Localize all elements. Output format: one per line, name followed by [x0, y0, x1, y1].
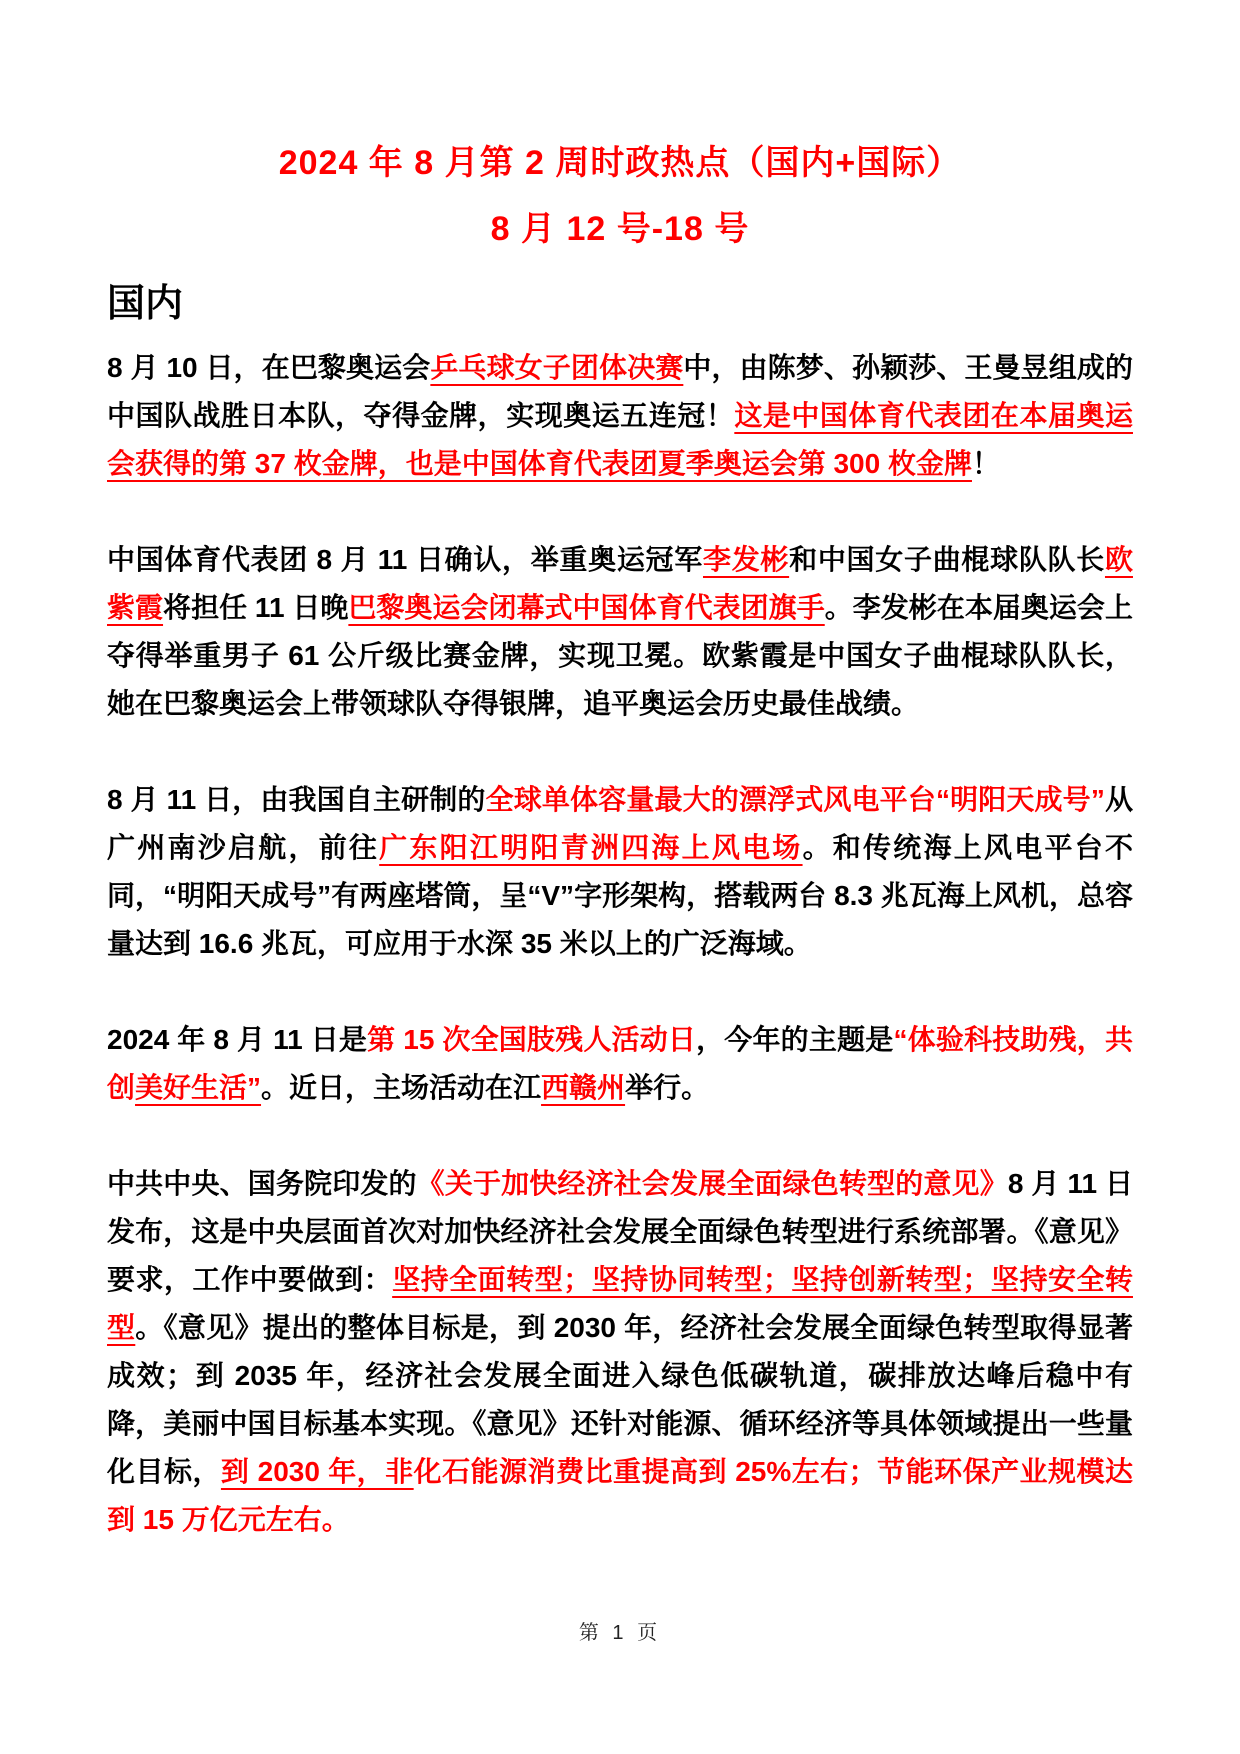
- text-run: 化石能源消费比重提高到 25%左右；节能环保产业规模达到 15 万亿元左右。: [107, 1456, 1133, 1535]
- text-run: 广东阳江明阳青洲四海上风电场: [379, 832, 803, 863]
- text-run: 。和传统海上风电平台不同，“明阳天成号”有两座塔筒，呈“V”字形架构，搭载两台 8.3 兆瓦海上风机，总容量达到 16.6 兆瓦，可应用于水深 35 米以上的广泛海域。: [107, 832, 1133, 959]
- text-run: 2024 年 8 月 11 日是: [107, 1024, 368, 1055]
- page-number: 第 1 页: [578, 1622, 662, 1644]
- document-title-block: [107, 130, 1133, 262]
- paragraph: [107, 776, 1133, 968]
- text-run: 西赣州: [541, 1072, 626, 1103]
- paragraph: [107, 344, 1133, 488]
- text-run: 中国体育代表团 8 月 11 日确认，举重奥运冠军: [107, 544, 703, 575]
- paragraph-list: [107, 344, 1133, 1544]
- doc-title-line1: 2024 年 8 月第 2 周时政热点（国内+国际）: [278, 144, 962, 182]
- text-run: 8 月 11 日，由我国自主研制的: [107, 784, 486, 815]
- text-run: 8 月 11 日发布，这是中央层面首次对加快经济社会发展全面绿色转型进行系统部署。《意见》要求，工作中要做到：: [107, 1168, 1133, 1295]
- text-run: 美好生活”: [135, 1072, 262, 1103]
- text-run: 巴黎奥运会闭幕式中国体育代表团旗手: [348, 592, 825, 623]
- paragraph: [107, 536, 1133, 728]
- text-run: 坚持全面转型；坚持协同转型；坚持创新转型；坚持安全转型: [107, 1264, 1133, 1343]
- paragraph: [107, 1016, 1133, 1112]
- text-run: 李发彬: [702, 544, 790, 575]
- text-run: 和中国女子曲棍球队队长: [789, 544, 1105, 575]
- text-run: 将担任 11 日晚: [163, 592, 349, 623]
- text-run: 欧紫霞: [107, 544, 1133, 623]
- text-run: 。《意见》提出的整体目标是，到 2030 年，经济社会发展全面绿色转型取得显著成效；到 2035 年，经济社会发展全面进入绿色低碳轨道，碳排放达峰后稳中有降，美丽中国目标基本实现。《意见》还针对能源、循环经济等具体领域提出一些量化目标，: [107, 1312, 1133, 1487]
- text-run: 全球单体容量最大的漂浮式风电平台“明阳天成号”: [485, 784, 1105, 815]
- doc-title-line2: 8 月 12 号-18 号: [490, 210, 750, 248]
- text-run: 第 15 次全国肢残人活动日: [367, 1024, 697, 1055]
- text-run: 中，由陈梦、孙颖莎、王曼昱组成的中国队战胜日本队，夺得金牌，实现奥运五连冠！: [107, 352, 1133, 431]
- text-run: 乒乓球女子团体决赛: [430, 352, 684, 383]
- text-run: 到 2030 年，非: [220, 1456, 414, 1487]
- text-run: 举行。: [625, 1072, 710, 1103]
- text-run: ，今年的主题是: [696, 1024, 894, 1055]
- text-run: 这是中国体育代表团在本届奥运会获得的第 37 枚金牌，也是中国体育代表团夏季奥运会第 300 枚金牌: [107, 400, 1133, 479]
- text-run: 《关于加快经济社会发展全面绿色转型的意见》: [416, 1168, 1008, 1199]
- text-run: “体验科技助残，共创: [107, 1024, 1133, 1103]
- text-run: 。李发彬在本届奥运会上夺得举重男子 61 公斤级比赛金牌，实现卫冕。欧紫霞是中国女子曲棍球队队长，她在巴黎奥运会上带领球队夺得银牌，追平奥运会历史最佳战绩。: [107, 592, 1133, 719]
- text-run: ！: [971, 448, 1000, 479]
- section-heading-domestic: 国内: [107, 283, 184, 325]
- text-run: 从广州南沙启航，前往: [107, 784, 1133, 863]
- text-run: 8 月 10 日，在巴黎奥运会: [107, 352, 431, 383]
- text-run: 中共中央、国务院印发的: [107, 1168, 417, 1199]
- text-run: 。近日，主场活动在江: [261, 1072, 542, 1103]
- paragraph: [107, 1160, 1133, 1544]
